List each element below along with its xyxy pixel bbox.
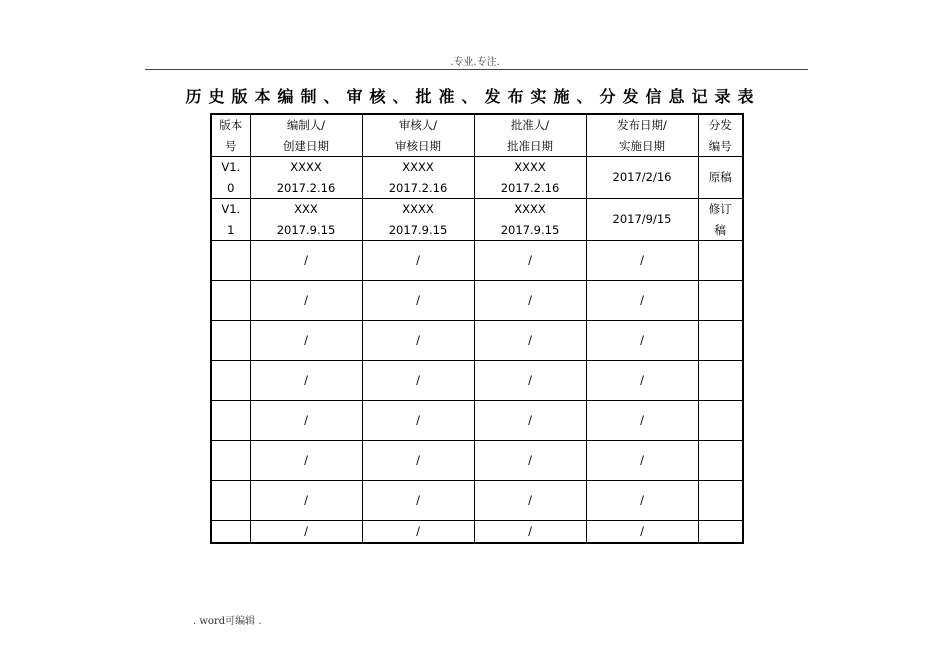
version-cell bbox=[211, 281, 250, 321]
version-cell: V1. 0 bbox=[211, 157, 250, 199]
version-cell bbox=[211, 441, 250, 481]
reviewer-cell: / bbox=[362, 321, 474, 361]
creator-cell: / bbox=[250, 321, 362, 361]
creator-cell: / bbox=[250, 281, 362, 321]
reviewer-cell: / bbox=[362, 481, 474, 521]
approver-cell: / bbox=[474, 361, 586, 401]
table-row bbox=[211, 441, 743, 481]
table-row bbox=[211, 481, 743, 521]
approver-cell: / bbox=[474, 481, 586, 521]
table-row bbox=[211, 321, 743, 361]
distribution-cell bbox=[698, 521, 743, 543]
table-row bbox=[211, 401, 743, 441]
version-cell bbox=[211, 481, 250, 521]
release-date-cell: / bbox=[586, 321, 698, 361]
header-reviewer: 审核人/ 审核日期 bbox=[362, 114, 474, 157]
reviewer-cell: / bbox=[362, 401, 474, 441]
distribution-cell: 原稿 bbox=[698, 157, 743, 199]
table-row bbox=[211, 281, 743, 321]
approver-cell: / bbox=[474, 441, 586, 481]
creator-cell: / bbox=[250, 521, 362, 543]
creator-cell: / bbox=[250, 441, 362, 481]
approver-cell: / bbox=[474, 521, 586, 543]
reviewer-cell: / bbox=[362, 361, 474, 401]
distribution-cell bbox=[698, 401, 743, 441]
table-row bbox=[211, 157, 743, 199]
distribution-cell bbox=[698, 481, 743, 521]
version-cell bbox=[211, 361, 250, 401]
creator-cell: / bbox=[250, 401, 362, 441]
page-footer: . word可编辑 . bbox=[193, 616, 262, 627]
reviewer-cell: XXXX 2017.9.15 bbox=[362, 199, 474, 241]
reviewer-cell: / bbox=[362, 281, 474, 321]
version-cell bbox=[211, 321, 250, 361]
creator-cell: XXX 2017.9.15 bbox=[250, 199, 362, 241]
release-date-cell: / bbox=[586, 441, 698, 481]
approver-cell: / bbox=[474, 241, 586, 281]
approver-cell: XXXX 2017.2.16 bbox=[474, 157, 586, 199]
table-row bbox=[211, 521, 743, 543]
distribution-cell bbox=[698, 361, 743, 401]
creator-cell: / bbox=[250, 481, 362, 521]
reviewer-cell: / bbox=[362, 241, 474, 281]
creator-cell: XXXX 2017.2.16 bbox=[250, 157, 362, 199]
approver-cell: / bbox=[474, 401, 586, 441]
version-cell bbox=[211, 401, 250, 441]
release-date-cell: 2017/9/15 bbox=[586, 199, 698, 241]
page-header: .专业.专注. bbox=[450, 57, 500, 68]
version-history-table bbox=[210, 113, 744, 544]
distribution-cell bbox=[698, 281, 743, 321]
table-row bbox=[211, 241, 743, 281]
distribution-cell: 修订 稿 bbox=[698, 199, 743, 241]
document-title: 历史版本编制、审核、批准、发布实施、分发信息记录表 bbox=[185, 87, 761, 106]
approver-cell: / bbox=[474, 321, 586, 361]
table-row bbox=[211, 199, 743, 241]
header-approver: 批准人/ 批准日期 bbox=[474, 114, 586, 157]
approver-cell: / bbox=[474, 281, 586, 321]
version-cell bbox=[211, 521, 250, 543]
approver-cell: XXXX 2017.9.15 bbox=[474, 199, 586, 241]
header-distribution: 分发 编号 bbox=[698, 114, 743, 157]
release-date-cell: / bbox=[586, 521, 698, 543]
reviewer-cell: XXXX 2017.2.16 bbox=[362, 157, 474, 199]
release-date-cell: / bbox=[586, 281, 698, 321]
distribution-cell bbox=[698, 441, 743, 481]
release-date-cell: / bbox=[586, 241, 698, 281]
header-creator: 编制人/ 创建日期 bbox=[250, 114, 362, 157]
release-date-cell: 2017/2/16 bbox=[586, 157, 698, 199]
distribution-cell bbox=[698, 241, 743, 281]
header-version: 版本 号 bbox=[211, 114, 250, 157]
table-row bbox=[211, 361, 743, 401]
distribution-cell bbox=[698, 321, 743, 361]
version-cell bbox=[211, 241, 250, 281]
version-cell: V1. 1 bbox=[211, 199, 250, 241]
header-rule bbox=[145, 69, 808, 70]
release-date-cell: / bbox=[586, 401, 698, 441]
reviewer-cell: / bbox=[362, 521, 474, 543]
creator-cell: / bbox=[250, 241, 362, 281]
header-release-date: 发布日期/ 实施日期 bbox=[586, 114, 698, 157]
release-date-cell: / bbox=[586, 361, 698, 401]
release-date-cell: / bbox=[586, 481, 698, 521]
reviewer-cell: / bbox=[362, 441, 474, 481]
table-header-row bbox=[211, 114, 743, 157]
creator-cell: / bbox=[250, 361, 362, 401]
